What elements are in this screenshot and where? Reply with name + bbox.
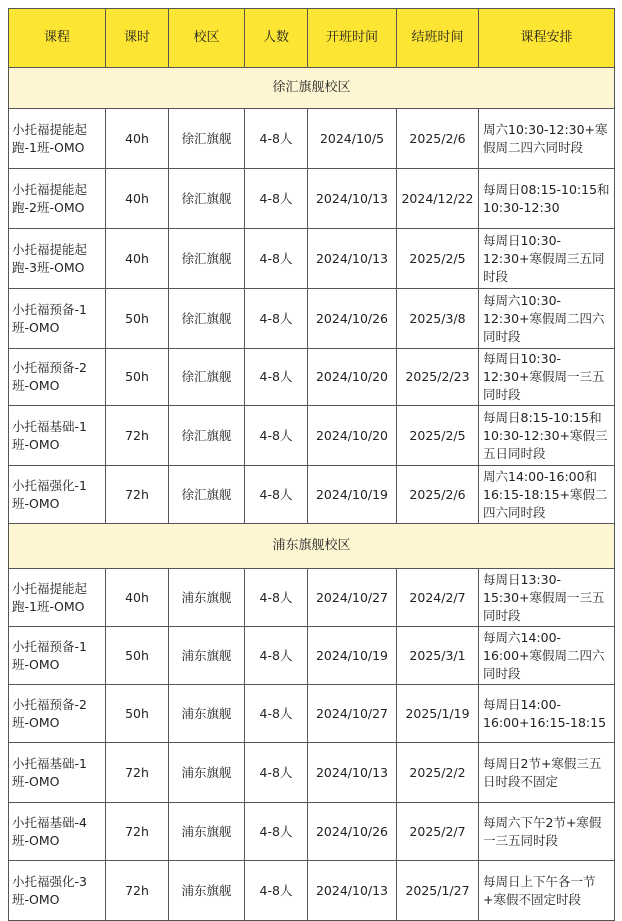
size-cell: 4-8人 [245, 861, 308, 921]
schedule-cell: 每周日8:15-10:15和10:30-12:30+寒假三五日同时段 [479, 406, 615, 466]
schedule-cell: 每周日14:00-16:00+16:15-18:15 [479, 685, 615, 743]
campus-row [9, 68, 615, 109]
hours-cell: 72h [106, 466, 169, 524]
size-cell: 4-8人 [245, 349, 308, 406]
hours-cell: 72h [106, 803, 169, 861]
table-row [9, 289, 615, 349]
course-cell: 小托福基础-4班-OMO [9, 803, 106, 861]
schedule-cell: 每周日08:15-10:15和10:30-12:30 [479, 169, 615, 229]
end-cell: 2025/1/19 [397, 685, 479, 743]
start-cell: 2024/10/19 [308, 627, 397, 685]
header-row [9, 9, 615, 68]
hours-cell: 72h [106, 743, 169, 803]
table-row [9, 569, 615, 627]
size-cell: 4-8人 [245, 569, 308, 627]
table-row [9, 685, 615, 743]
header-schedule: 课程安排 [479, 9, 615, 68]
hours-cell: 50h [106, 685, 169, 743]
schedule-cell: 每周日上下午各一节+寒假不固定时段 [479, 861, 615, 921]
start-cell: 2024/10/13 [308, 743, 397, 803]
hours-cell: 50h [106, 627, 169, 685]
start-cell: 2024/10/19 [308, 466, 397, 524]
schedule-cell: 每周日13:30-15:30+寒假周一三五同时段 [479, 569, 615, 627]
hours-cell: 40h [106, 229, 169, 289]
campus-cell: 浦东旗舰 [169, 685, 245, 743]
table-row [9, 861, 615, 921]
course-cell: 小托福提能起跑-3班-OMO [9, 229, 106, 289]
end-cell: 2025/2/7 [397, 803, 479, 861]
end-cell: 2025/3/8 [397, 289, 479, 349]
header-size: 人数 [245, 9, 308, 68]
campus-cell: 浦东旗舰 [169, 861, 245, 921]
course-schedule-table [8, 8, 615, 921]
start-cell: 2024/10/13 [308, 169, 397, 229]
size-cell: 4-8人 [245, 229, 308, 289]
course-cell: 小托福预备-2班-OMO [9, 685, 106, 743]
campus-title: 徐汇旗舰校区 [9, 68, 615, 109]
end-cell: 2025/1/27 [397, 861, 479, 921]
table-row [9, 743, 615, 803]
campus-cell: 徐汇旗舰 [169, 289, 245, 349]
size-cell: 4-8人 [245, 627, 308, 685]
end-cell: 2024/2/7 [397, 569, 479, 627]
campus-cell: 徐汇旗舰 [169, 349, 245, 406]
size-cell: 4-8人 [245, 169, 308, 229]
course-cell: 小托福提能起跑-1班-OMO [9, 569, 106, 627]
size-cell: 4-8人 [245, 466, 308, 524]
header-hours: 课时 [106, 9, 169, 68]
hours-cell: 50h [106, 289, 169, 349]
start-cell: 2024/10/20 [308, 406, 397, 466]
size-cell: 4-8人 [245, 289, 308, 349]
course-cell: 小托福基础-1班-OMO [9, 406, 106, 466]
start-cell: 2024/10/26 [308, 803, 397, 861]
table-row [9, 229, 615, 289]
campus-cell: 徐汇旗舰 [169, 406, 245, 466]
end-cell: 2025/3/1 [397, 627, 479, 685]
start-cell: 2024/10/20 [308, 349, 397, 406]
header-campus: 校区 [169, 9, 245, 68]
size-cell: 4-8人 [245, 743, 308, 803]
end-cell: 2025/2/6 [397, 109, 479, 169]
course-cell: 小托福预备-2班-OMO [9, 349, 106, 406]
end-cell: 2025/2/6 [397, 466, 479, 524]
size-cell: 4-8人 [245, 803, 308, 861]
start-cell: 2024/10/13 [308, 229, 397, 289]
size-cell: 4-8人 [245, 406, 308, 466]
course-cell: 小托福提能起跑-1班-OMO [9, 109, 106, 169]
table-row [9, 406, 615, 466]
table-row [9, 349, 615, 406]
schedule-cell: 每周日10:30-12:30+寒假周一三五同时段 [479, 349, 615, 406]
schedule-cell: 每周日10:30-12:30+寒假周三五同时段 [479, 229, 615, 289]
table-row [9, 803, 615, 861]
table-row [9, 169, 615, 229]
hours-cell: 40h [106, 169, 169, 229]
campus-cell: 浦东旗舰 [169, 627, 245, 685]
campus-cell: 徐汇旗舰 [169, 169, 245, 229]
table-row [9, 109, 615, 169]
course-cell: 小托福强化-3班-OMO [9, 861, 106, 921]
start-cell: 2024/10/13 [308, 861, 397, 921]
hours-cell: 72h [106, 861, 169, 921]
course-cell: 小托福提能起跑-2班-OMO [9, 169, 106, 229]
header-course: 课程 [9, 9, 106, 68]
table-row [9, 466, 615, 524]
hours-cell: 50h [106, 349, 169, 406]
campus-cell: 浦东旗舰 [169, 743, 245, 803]
campus-row [9, 524, 615, 569]
start-cell: 2024/10/27 [308, 569, 397, 627]
hours-cell: 40h [106, 569, 169, 627]
table-row [9, 627, 615, 685]
size-cell: 4-8人 [245, 685, 308, 743]
header-end: 结班时间 [397, 9, 479, 68]
end-cell: 2024/12/22 [397, 169, 479, 229]
end-cell: 2025/2/5 [397, 229, 479, 289]
end-cell: 2025/2/2 [397, 743, 479, 803]
course-cell: 小托福基础-1班-OMO [9, 743, 106, 803]
campus-cell: 徐汇旗舰 [169, 229, 245, 289]
end-cell: 2025/2/5 [397, 406, 479, 466]
schedule-cell: 每周六10:30-12:30+寒假周二四六同时段 [479, 289, 615, 349]
campus-cell: 浦东旗舰 [169, 569, 245, 627]
end-cell: 2025/2/23 [397, 349, 479, 406]
campus-cell: 徐汇旗舰 [169, 466, 245, 524]
campus-cell: 浦东旗舰 [169, 803, 245, 861]
schedule-cell: 每周日2节+寒假三五日时段不固定 [479, 743, 615, 803]
start-cell: 2024/10/27 [308, 685, 397, 743]
schedule-cell: 周六14:00-16:00和16:15-18:15+寒假二四六同时段 [479, 466, 615, 524]
schedule-table-container [8, 8, 614, 921]
hours-cell: 40h [106, 109, 169, 169]
start-cell: 2024/10/5 [308, 109, 397, 169]
schedule-cell: 周六10:30-12:30+寒假周二四六同时段 [479, 109, 615, 169]
schedule-cell: 每周六下午2节+寒假一三五同时段 [479, 803, 615, 861]
start-cell: 2024/10/26 [308, 289, 397, 349]
size-cell: 4-8人 [245, 109, 308, 169]
campus-cell: 徐汇旗舰 [169, 109, 245, 169]
course-cell: 小托福预备-1班-OMO [9, 289, 106, 349]
header-start: 开班时间 [308, 9, 397, 68]
hours-cell: 72h [106, 406, 169, 466]
course-cell: 小托福预备-1班-OMO [9, 627, 106, 685]
schedule-cell: 每周六14:00-16:00+寒假周二四六同时段 [479, 627, 615, 685]
course-cell: 小托福强化-1班-OMO [9, 466, 106, 524]
campus-title: 浦东旗舰校区 [9, 524, 615, 569]
